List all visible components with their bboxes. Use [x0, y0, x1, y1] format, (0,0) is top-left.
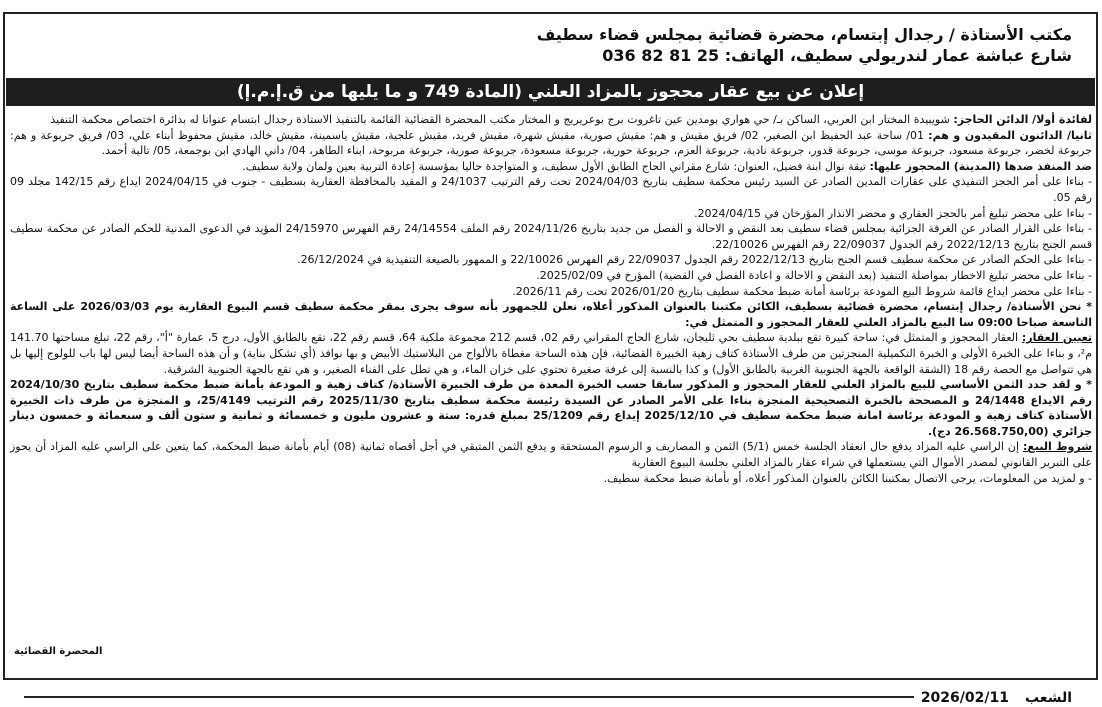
- notice-paragraph: [10, 268, 1092, 284]
- notice-paragraph: [10, 128, 1092, 159]
- notice-paragraph: [10, 299, 1092, 330]
- paragraph-label: ثانيا/ الدائنون المقيدون و هم:: [928, 128, 1092, 142]
- notice-paragraph: [10, 112, 1092, 128]
- footer-divider: [24, 696, 914, 698]
- paragraph-text: * و لقد حدد الثمن الأساسي للبيع بالمزاد العلني للعقار المحجوز و المذكور سابقا حسب الخبرة المعدة من طرف الخبيرة الأستاذة/ كتاف زهية و المودعة بأمانة ضبط محكمة سطيف بتاريخ 2024/10/30 رقم الايداع 24/1448 و المصححة بالخبرة التصحيحية المنجزة بناءا على الأمر الصادر عن السيدة رئيسة محكمة سطيف بتاريخ 2025/11/30 رقم الترتيب 25/4149، و المنجزة من طرف ذات الخبيرة الأستاذة كتاف زهية و المودعة برئاسة امانة ضبط محكمة سطيف في 2025/12/10 إيداع رقم 25/1209 بمبلغ قدره: ستة و عشرون مليون و خمسمائة و ثمانية و ستون ألف و سبعمائة و خمسون دينار جزائري (26.568.750,00 دج).: [10, 378, 1092, 438]
- notice-title: إعلان عن بيع عقار محجوز بالمزاد العلني (المادة 749 و ما يليها من ق.إ.م.إ): [236, 82, 865, 102]
- paragraph-label: لفائدة أولا/ الدائن الحاجز:: [953, 113, 1092, 126]
- paragraph-text: - بناءا على الحكم الصادر عن محكمة سطيف قسم الجنح بتاريخ 2022/12/13 رقم الجدول 22/09037 رقم الفهرس 22/10026 و الممهور بالصيغة التنفيذية في 26/12/2024.: [297, 253, 1092, 267]
- newspaper-footer: [921, 690, 1072, 706]
- paragraph-text: العقار المحجوز و المتمثل في: ساحة كبيرة تقع ببلدية سطيف بحي ثليجان، شارع الحاج المقراني رقم 02، قسم 212 مجموعة ملكية 64، قسم رقم 22، تقع بالطابق الأول، درج 5، عمارة "أ"، رقم 22، تبلغ مساحتها 141.70 م²، و بناءا على الخبرة الأولى و الخبرة التكميلية المنجزتين من طرف الأستاذة كتاف زهية الخبيرة القضائية، فإن هذه الساحة مغطاة بالألواح من البلاستيك الأبيض و بها نوافذ (أي تشكل بناية) و أن هذه الساحة أيضا ليس لها باب للولوج إليها بل هي تتواصل مع الحصة رقم 18 (الشقة الواقعة بالجهة الجنوبية الغربية بالطابق الأول) و كذا بالنسبة إلى غرفة صغيرة تحتوي على خزان الماء، و هي تطل على الفناء الصغير، و هي تقع بالجهة الجنوبية الشرقية.: [10, 331, 1092, 376]
- notice-paragraph: [10, 174, 1092, 205]
- paragraph-text: - بناءا على أمر الحجز التنفيذي على عقارات المدين الصادر عن السيد رئيس محكمة سطيف بتاريخ 2024/04/03 تحت رقم الترتيب 24/1037 و المقيد بالمحافظة العقارية بسطيف - جنوب في 2024/04/15 ايداع رقم 142/15 مجلد 09 رقم 05.: [10, 175, 1092, 204]
- notice-paragraph: [10, 221, 1092, 252]
- paragraph-text: - بناءا على القرار الصادر عن الغرفة الجزائية بمجلس قضاء سطيف بعد النقض و الاحالة و الفصل من جديد بتاريخ 2024/11/26 رقم الملف 24/14554 رقم الفهرس 24/15970 المؤيد في الدعوى المدنية للحكم الصادر عن محكمة سطيف قسم الجنح بتاريخ 2022/12/13 رقم الجدول 22/09037 رقم الفهرس 22/10026.: [10, 222, 1092, 251]
- paragraph-text: إن الراسي عليه المزاد يدفع حال انعقاد الجلسة خمس (5/1) الثمن و المصاريف و الرسوم المستحقة و يدفع الثمن المتبقي في أجل أقصاه ثمانية (08) أيام بأمانة ضبط المحكمة، كما يتعين على الراسي عليه المزاد أن يحوز على التبرير القانوني لمصدر الأموال التي يستعملها في شراء عقار بالمزاد العلني بجلسة البيوع العقارية: [10, 440, 1092, 470]
- notice-paragraph: [10, 439, 1092, 470]
- paragraph-label: شروط البيع:: [1023, 440, 1092, 454]
- paragraph-text: - بناءا على محضر تبليغ أمر بالحجز العقاري و محضر الانذار المؤرخان في 2024/04/15.: [694, 206, 1092, 220]
- office-line: مكتب الأستاذة / رجدال إبتسام، محضرة قضائية بمجلس قضاء سطيف: [536, 25, 1072, 44]
- signature-label: المحضرة القضائية: [14, 646, 103, 657]
- paragraph-text: شويبيدة المختار ابن العربي، الساكن بـ/ حي هواري بومدين عين تاغروت برج بوعريريج و المختار مكتب المحضرة القضائية القائمة بالتنفيذ الاستاذة رجدال ابتسام عنوانا له بدائرة اختصاص محكمة التنفيذ: [50, 113, 954, 126]
- newspaper-name: الشعب: [1024, 690, 1072, 706]
- notice-paragraph: [10, 471, 1092, 487]
- paragraph-text: - بناءا على محضر تبليغ الاخطار بمواصلة التنفيذ (بعد النقض و الاحالة و اعادة الفصل في القضية) المؤرخ في 2025/02/09.: [536, 268, 1092, 282]
- address-line: شارع عباشة عمار لندريولي سطيف، الهاتف: 25 81 82 036: [602, 46, 1072, 65]
- notice-body: [10, 112, 1092, 486]
- notice-paragraph: [10, 330, 1092, 377]
- notice-paragraph: [10, 284, 1092, 300]
- notice-paragraph: [10, 377, 1092, 439]
- paragraph-text: * نحن الأستاذة/ رجدال إبتسام، محضرة قضائية بسطيف، الكائن مكتبنا بالعنوان المذكور أعلاه، نعلن للجمهور بأنه سوف يجرى بمقر محكمة سطيف قسم البيوع العقارية يوم 2026/03/03 على الساعة التاسعة صباحا 09:00 سا البيع بالمزاد العلني للعقار المحجوز و المتمثل في:: [10, 300, 1093, 329]
- paragraph-label: تعيين العقار:: [1021, 331, 1093, 345]
- paragraph-text: تيقة نوال ابنة فضيل، العنوان: شارع مقراني الحاج الطابق الأول سطيف، و المتواجدة حاليا بمؤسسة إعادة التربية بعين ولمان ولاية سطيف.: [242, 159, 870, 173]
- paragraph-label: ضد المنفذ ضدها (المدينة) المحجوز عليها:: [869, 159, 1092, 173]
- notice-title-banner: [6, 78, 1095, 106]
- notice-header: [537, 24, 1072, 66]
- paragraph-text: - بناءا على محضر ايداع قائمة شروط البيع المودعة برئاسة أمانة ضبط محكمة سطيف بتاريخ 2026/01/20 تحت رقم 2026/11.: [512, 284, 1092, 298]
- paragraph-text: 01/ ساحة عبد الحفيظ ابن الصغير، 02/ فريق مقيش و هم: مقيش صورية، مقيش شهرة، مقيش فريد، مقيش علجية، مقيش ياسمينة، مقيش خالد، مقيش محفوظ أبناء علي، 03/ فريق جربوعة و هم: جربوعة لخضر، جربوعة مسعود، جربوعة موسى، جربوعة قدور، جربوعة نادية، جربوعة العزم، جربوعة حورية، جربوعة مسعودة، جربوعة صورية، جربوعة مربوحة، ابناء الطاهر، 04/ داني الهادي ابن بوجمعة، 05/ تالية أحمد.: [10, 128, 1092, 158]
- publication-date: 2026/02/11: [920, 690, 1009, 706]
- notice-paragraph: [10, 159, 1092, 175]
- notice-paragraph: [10, 206, 1092, 222]
- paragraph-text: - و لمزيد من المعلومات، يرجى الاتصال بمكتبنا الكائن بالعنوان المذكور أعلاه، أو بأمانة ضبط محكمة سطيف.: [603, 471, 1092, 485]
- notice-paragraph: [10, 252, 1092, 268]
